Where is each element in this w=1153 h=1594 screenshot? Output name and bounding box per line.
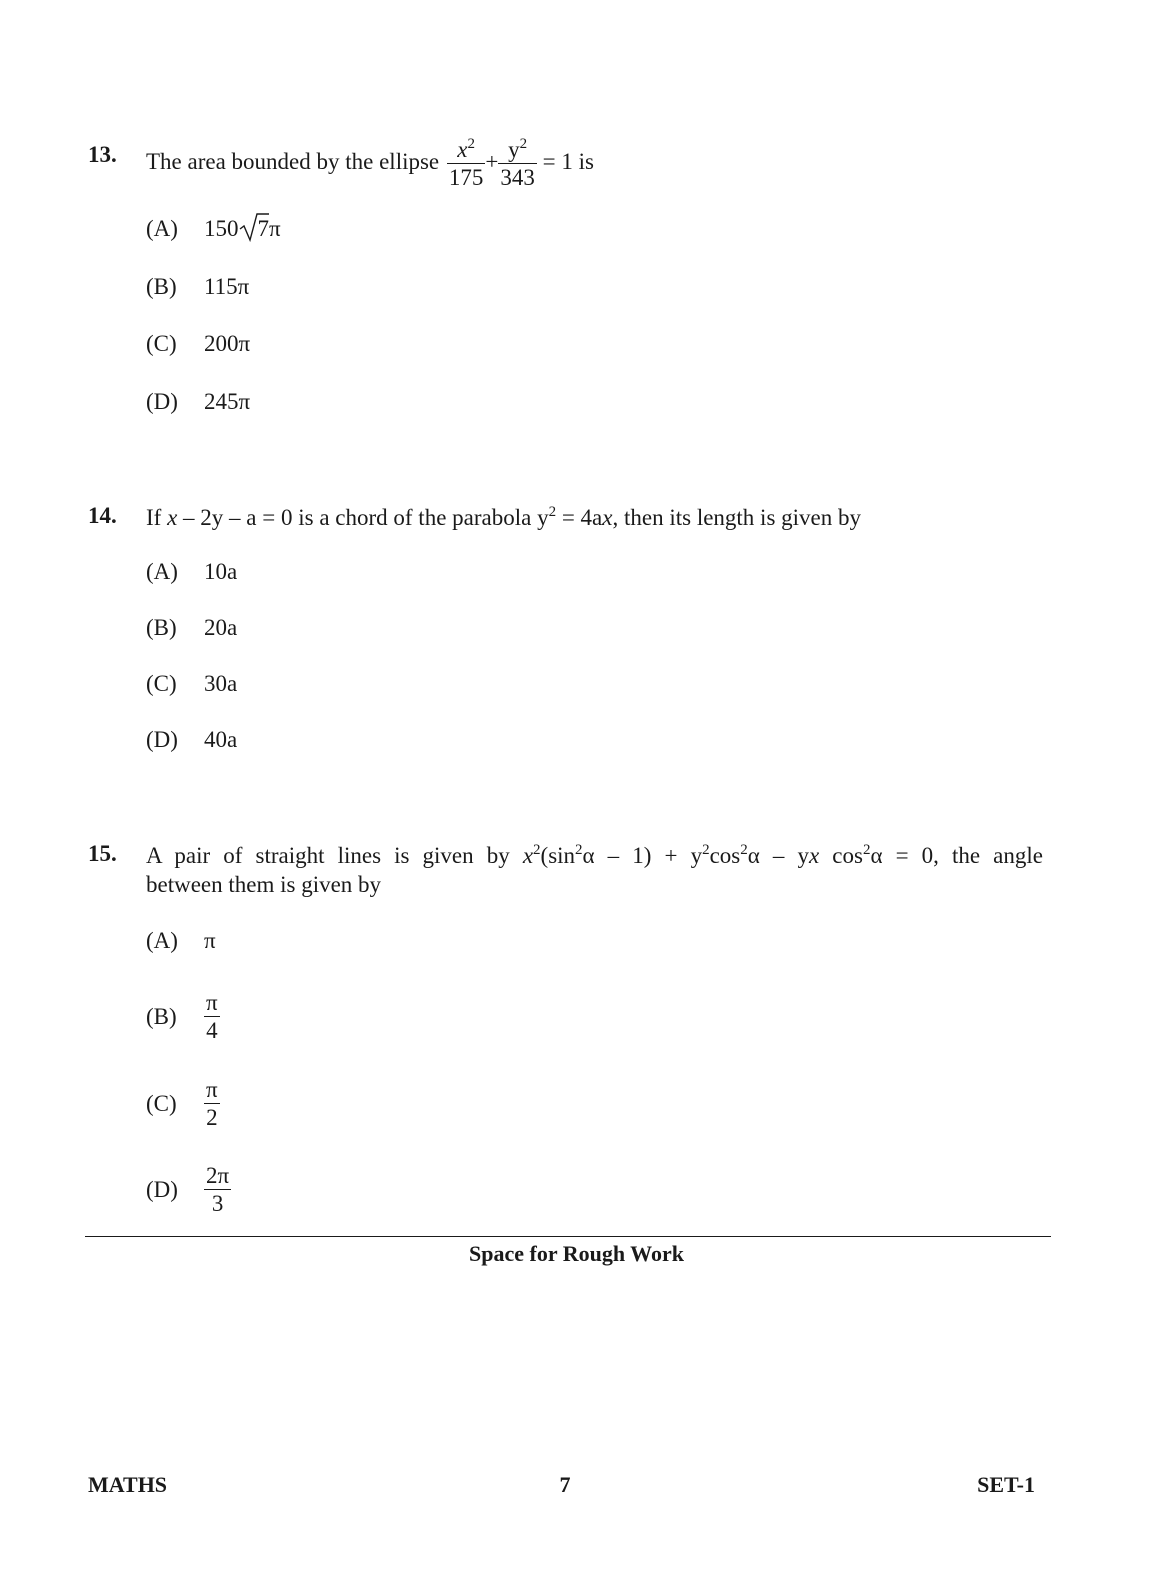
option-b: (B) 115π [146,274,250,299]
square-root: 7 [239,216,270,242]
footer-page-number: 7 [559,1472,571,1497]
question-number: 15. [88,841,117,866]
option-a: (A) 150 7π [146,216,281,242]
question-text: The area bounded by the ellipse $\frac{x^2}{175}$ + $\frac{y^2}{343}$ = 1 is [146,136,594,190]
fraction: $\frac{2\pi}{3}$ [206,1163,230,1216]
question-text [146,841,1043,899]
option-b: (B) 20a [146,615,238,640]
rough-work-heading: Space for Rough Work [469,1241,684,1266]
fraction: $\frac{\pi}{4}$ [206,990,218,1043]
question-number: 13. [88,142,117,167]
option-a: (A) π [146,928,216,953]
option-d: (D) 40a [146,727,238,752]
fraction: $\frac{\pi}{2}$ [206,1077,218,1130]
footer-set: SET-1 [977,1472,1035,1497]
radical-sign-icon [239,213,269,243]
option-c: (C) 200π [146,331,251,356]
option-d: (D) 245π [146,389,251,414]
fraction-y2-over-343: $\frac{y^2}{343}$ [500,136,535,190]
question-text: If x – 2y – a = 0 is a chord of the parabola $y^2 = 4ax$, then its length is given by [146,504,861,530]
divider [85,1236,1051,1237]
question-text-line-2: between them is given by [146,872,382,897]
question-number: 14. [88,503,117,528]
option-d: (D) $\frac{2\pi}{3}$ [146,1163,230,1216]
footer-subject: MATHS [88,1472,168,1497]
question-text-line-1: A pair of straight lines is given by $x^2(\sin^2\alpha - 1) + y^2\cos^2\alpha$ – yx $\cos^2\alpha = 0$, the angle [146,842,1043,868]
option-c: (C) 30a [146,671,238,696]
option-a: (A) 10a [146,559,238,584]
option-b: (B) $\frac{\pi}{4}$ [146,990,218,1043]
option-c: (C) $\frac{\pi}{2}$ [146,1077,218,1130]
fraction-x2-over-175: $\frac{x^2}{175}$ [448,136,484,190]
